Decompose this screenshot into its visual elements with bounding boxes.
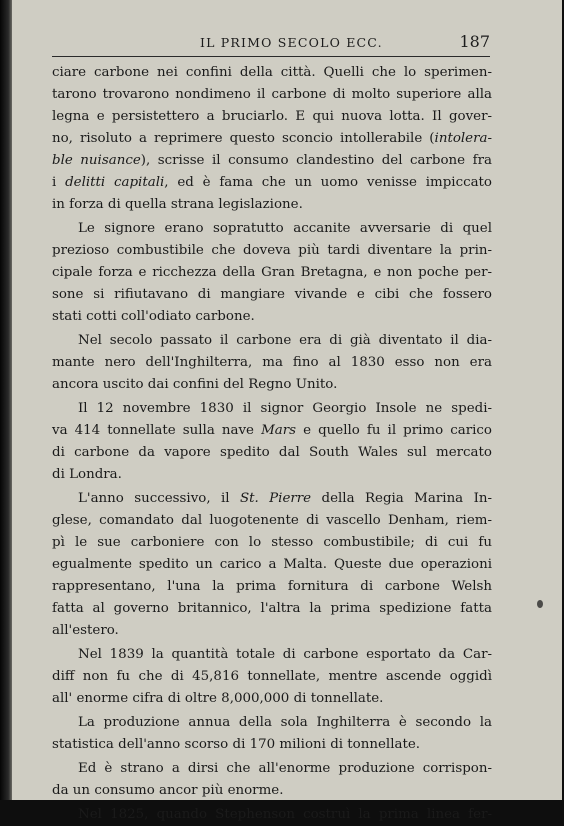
- text-line: [52, 172, 492, 194]
- header-rule: [52, 56, 490, 57]
- text-line: [52, 262, 492, 284]
- text-line: [52, 62, 492, 84]
- text-run: glese, comandato dal luogotenente di vascello Denham, riem-: [52, 513, 492, 528]
- text-line: [52, 532, 492, 554]
- text-run: prezioso combustibile che doveva più tardi diventare la prin-: [52, 243, 492, 258]
- ink-spot: [537, 600, 543, 608]
- text-run: e quello fu il primo carico: [296, 423, 492, 438]
- text-line: [52, 620, 492, 642]
- text-line: [52, 576, 492, 598]
- text-run: L'anno successivo, il: [78, 491, 240, 506]
- text-run: egualmente spedito un carico a Malta. Queste due operazioni: [52, 557, 492, 572]
- text-line: [52, 352, 492, 374]
- text-run: stati cotti coll'odiato carbone.: [52, 309, 255, 324]
- text-line: [52, 306, 492, 328]
- scan-edge: [0, 0, 12, 800]
- text-run: di Londra.: [52, 467, 122, 482]
- text-line: [52, 780, 492, 802]
- text-line: [52, 420, 492, 442]
- text-run: tarono trovarono nondimeno il carbone di molto superiore alla: [52, 87, 492, 102]
- page-number: 187: [459, 32, 490, 51]
- text-run: Nel 1839 la quantità totale di carbone esportato da Car-: [78, 647, 492, 662]
- body-text: [52, 62, 492, 826]
- text-line: [52, 510, 492, 532]
- text-run: La produzione annua della sola Inghilterra è secondo la: [78, 715, 492, 730]
- text-run: da un consumo ancor più enorme.: [52, 783, 284, 798]
- text-line: [52, 150, 492, 172]
- text-line: [52, 128, 492, 150]
- book-page: [12, 0, 562, 822]
- text-line: [52, 398, 492, 420]
- text-run: diff non fu che di 45,816 tonnellate, mentre ascende oggidì: [52, 669, 492, 684]
- text-line: [52, 106, 492, 128]
- text-run: ciare carbone nei confini della città. Quelli che lo sperimen-: [52, 65, 492, 80]
- running-head: IL PRIMO SECOLO ECC.: [200, 35, 383, 50]
- italic-run: Mars: [261, 423, 297, 438]
- text-line: [52, 84, 492, 106]
- text-line: [52, 598, 492, 620]
- text-line: [52, 666, 492, 688]
- text-line: [52, 464, 492, 486]
- text-run: cipale forza e ricchezza della Gran Bretagna, e non poche per-: [52, 265, 492, 280]
- text-run: della Regia Marina In-: [311, 491, 493, 506]
- text-run: Le signore erano sopratutto accanite avversarie di quel: [78, 221, 492, 236]
- italic-run: intolera-: [434, 131, 492, 146]
- text-line: [52, 194, 492, 216]
- page-header: [52, 32, 490, 54]
- text-run: legna e persistettero a bruciarlo. E qui nuova lotta. Il gover-: [52, 109, 492, 124]
- text-run: sone si rifiutavano di mangiare vivande e cibi che fossero: [52, 287, 492, 302]
- text-line: [52, 554, 492, 576]
- text-run: all' enorme cifra di oltre 8,000,000 di tonnellate.: [52, 691, 384, 706]
- text-line: [52, 644, 492, 666]
- text-line: [52, 758, 492, 780]
- text-run: ), scrisse il consumo clandestino del carbone fra: [140, 153, 492, 168]
- text-run: , ed è fama che un uomo venisse impiccato: [164, 175, 492, 190]
- text-run: va 414 tonnellate sulla nave: [52, 423, 262, 438]
- italic-run: delitti capitali: [65, 175, 165, 190]
- text-line: [52, 712, 492, 734]
- text-run: mante nero dell'Inghilterra, ma fino al 1830 esso non era: [52, 355, 492, 370]
- text-line: [52, 218, 492, 240]
- text-line: [52, 442, 492, 464]
- text-run: no, risoluto a reprimere questo sconcio intollerabile (: [52, 131, 435, 146]
- text-run: ancora uscito dai confini del Regno Unito.: [52, 377, 338, 392]
- text-run: rappresentano, l'una la prima fornitura di carbone Welsh: [52, 579, 492, 594]
- text-run: pì le sue carboniere con lo stesso combustibile; di cui fu: [52, 535, 492, 550]
- text-run: statistica dell'anno scorso di 170 milioni di tonnellate.: [52, 737, 421, 752]
- text-run: Ed è strano a dirsi che all'enorme produzione corrispon-: [78, 761, 492, 776]
- text-line: [52, 330, 492, 352]
- text-run: i: [52, 175, 66, 190]
- text-line: [52, 734, 492, 756]
- italic-run: ble nuisance: [52, 153, 141, 168]
- text-run: Il 12 novembre 1830 il signor Georgio Insole ne spedi-: [78, 401, 492, 416]
- text-line: [52, 804, 492, 826]
- text-run: Nel secolo passato il carbone era di già diventato il dia-: [78, 333, 492, 348]
- text-run: di carbone da vapore spedito dal South Wales sul mercato: [52, 445, 492, 460]
- text-run: fatta al governo britannico, l'altra la prima spedizione fatta: [52, 601, 492, 616]
- text-line: [52, 374, 492, 396]
- text-run: Nel 1825, quando Stephenson costruì la prima linea fer-: [78, 807, 492, 822]
- italic-run: St. Pierre: [239, 491, 312, 506]
- text-run: all'estero.: [52, 623, 119, 638]
- text-line: [52, 488, 492, 510]
- text-line: [52, 688, 492, 710]
- text-line: [52, 240, 492, 262]
- text-run: in forza di quella strana legislazione.: [52, 197, 303, 212]
- text-line: [52, 284, 492, 306]
